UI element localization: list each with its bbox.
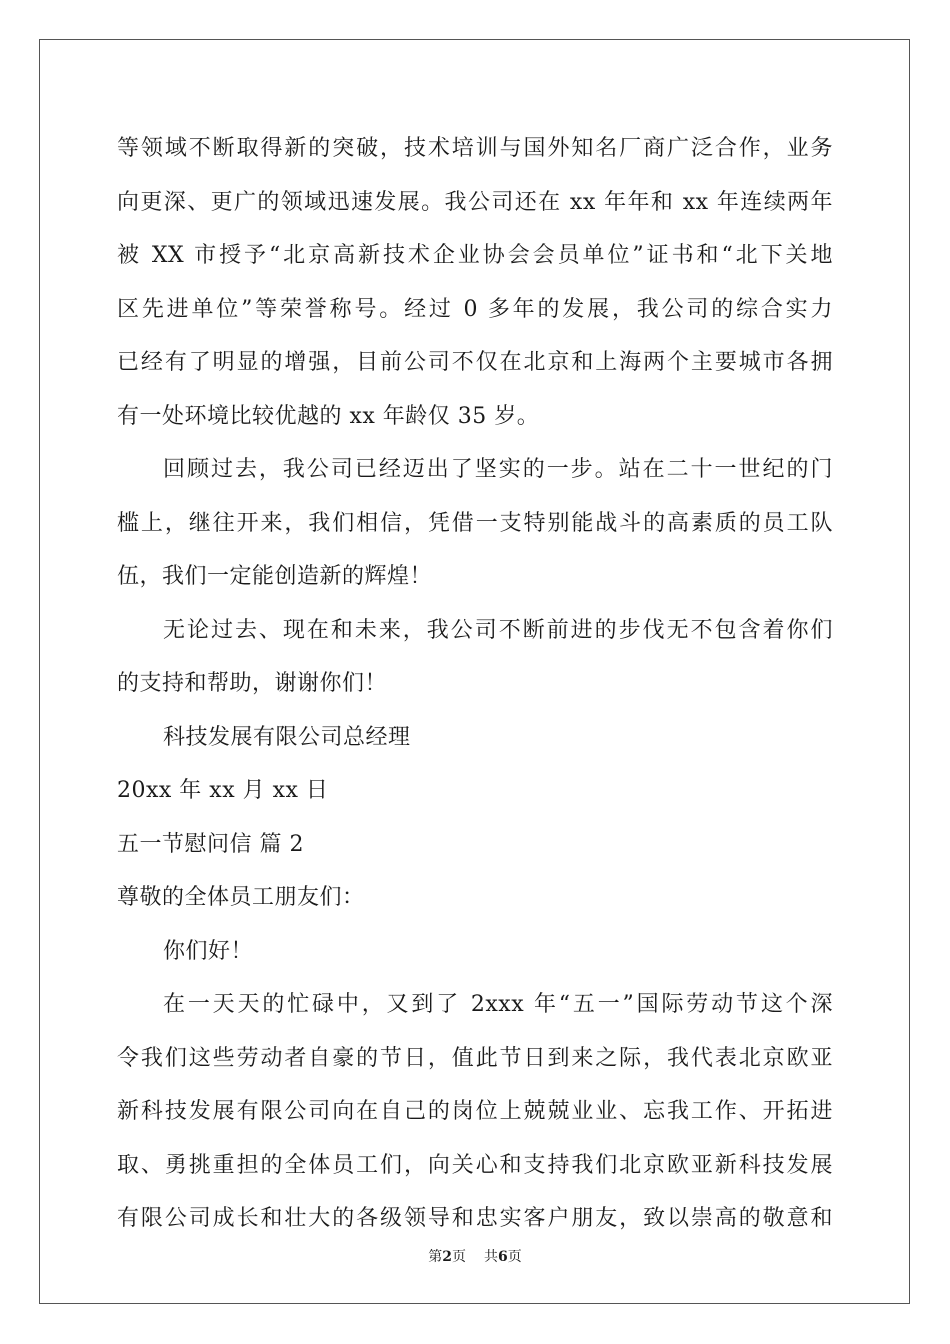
document-body xyxy=(117,122,833,1246)
footer-page-suffix: 页 xyxy=(452,1249,466,1265)
text-line: 尊敬的全体员工朋友们： xyxy=(117,885,365,910)
text-line: 在一天天的忙碌中，又到了 2xxx 年“五一”国际劳动节这个深 xyxy=(163,992,833,1017)
text-line: 向更深、更广的领域迅速发展。我公司还在 xx 年年和 xx 年连续两年 xyxy=(117,189,833,215)
text-line: 区先进单位”等荣誉称号。经过 0 多年的发展，我公司的综合实力 xyxy=(117,296,833,322)
footer-total-number: 6 xyxy=(498,1249,508,1265)
text-line: 无论过去、现在和未来，我公司不断前进的步伐无不包含着你们 xyxy=(163,617,833,643)
text-line: 有限公司成长和壮大的各级领导和忠实客户朋友，致以崇高的敬意和 xyxy=(117,1206,833,1231)
text-line: 科技发展有限公司总经理 xyxy=(163,724,411,750)
text-line: 有一处环境比较优越的 xx 年龄仅 35 岁。 xyxy=(117,403,540,429)
text-line: 等领域不断取得新的突破，技术培训与国外知名厂商广泛合作，业务 xyxy=(117,136,833,161)
footer-total-prefix: 共 xyxy=(484,1249,498,1265)
text-line: 伍，我们一定能创造新的辉煌！ xyxy=(117,564,433,589)
text-line: 20xx 年 xx 月 xx 日 xyxy=(117,778,329,803)
text-line: 被 XX 市授予“北京高新技术企业协会会员单位”证书和“北下关地 xyxy=(117,243,833,268)
text-line: 的支持和帮助，谢谢你们！ xyxy=(117,671,388,696)
footer-page-prefix: 第 xyxy=(428,1249,443,1265)
footer-total-suffix: 页 xyxy=(507,1249,522,1265)
text-line: 新科技发展有限公司向在自己的岗位上兢兢业业、忘我工作、开拓进 xyxy=(117,1099,833,1124)
text-line: 槛上，继往开来，我们相信，凭借一支特别能战斗的高素质的员工队 xyxy=(117,510,833,536)
text-line: 你们好！ xyxy=(163,938,254,964)
text-line: 取、勇挑重担的全体员工们，向关心和支持我们北京欧亚新科技发展 xyxy=(117,1152,833,1178)
text-line: 回顾过去，我公司已经迈出了坚实的一步。站在二十一世纪的门 xyxy=(163,457,833,482)
text-line: 五一节慰问信 篇 2 xyxy=(117,831,304,857)
footer-page-number: 2 xyxy=(442,1249,452,1265)
text-line: 令我们这些劳动者自豪的节日，值此节日到来之际，我代表北京欧亚 xyxy=(117,1045,833,1071)
page-footer xyxy=(0,1246,950,1266)
text-line: 已经有了明显的增强，目前公司不仅在北京和上海两个主要城市各拥 xyxy=(117,350,833,375)
